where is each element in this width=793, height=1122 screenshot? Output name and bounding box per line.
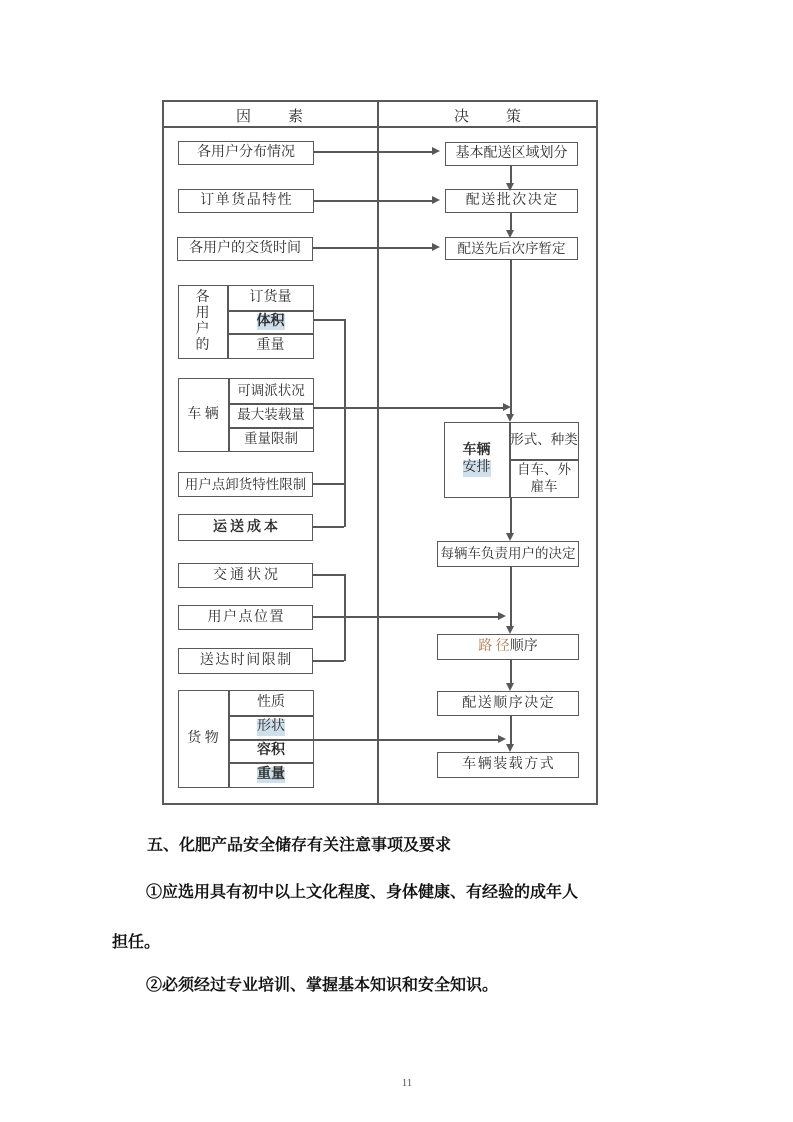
factor-user-location: 用户点位置 — [178, 605, 313, 630]
route-order-highlight: 路 径 — [478, 639, 510, 655]
factor-order-characteristics: 订单货品特性 — [178, 189, 314, 213]
factor-unload-limit: 用户点卸货特性限制 — [178, 472, 313, 497]
vehicle-arrangement-own-or-hired: 自车、外雇车 — [517, 462, 571, 494]
arrow-down-icon — [506, 626, 514, 634]
decision-batch: 配送批次决定 — [445, 189, 578, 213]
arrow-down-icon — [506, 533, 514, 541]
group-divider-line — [227, 333, 314, 335]
arrow-right-icon — [432, 196, 440, 204]
factor-user-distribution: 各用户分布情况 — [178, 141, 314, 165]
decision-loading-method: 车辆装载方式 — [437, 752, 579, 778]
vehicle-arrangement-form-type: 形式、种类 — [510, 432, 578, 448]
vehicle-row-weight-limit: 重量限制 — [244, 431, 298, 447]
factor-traffic: 交通状况 — [178, 563, 313, 588]
goods-row-weight — [228, 763, 314, 787]
group-divider-line — [228, 378, 230, 452]
per-user-row-weight: 重量 — [256, 337, 285, 353]
goods-row-capacity: 容积 — [257, 742, 285, 758]
connector-line — [312, 660, 344, 662]
arrow-down-icon — [506, 414, 514, 422]
connector-line — [510, 166, 512, 183]
arrow-right-icon — [498, 612, 506, 620]
connector-line — [313, 319, 344, 321]
arrow-down-icon — [506, 683, 514, 691]
section-heading: 五、化肥产品安全储存有关注意事项及要求 — [147, 837, 452, 854]
vehicle-arrangement-label-line2: 安排 — [462, 460, 491, 475]
connector-line — [510, 260, 512, 415]
connector-line — [510, 498, 512, 534]
per-user-row-volume — [227, 311, 314, 333]
group-divider-line — [509, 459, 579, 461]
vehicle-row-max-load: 最大装载量 — [237, 407, 305, 423]
factor-transport-cost: 运送成本 — [178, 514, 313, 541]
per-user-row-volume-text: 体积 — [256, 313, 285, 329]
connector-line — [313, 739, 499, 741]
group-divider-line — [228, 427, 314, 429]
column-header-factors: 因 素 — [235, 109, 314, 125]
arrow-right-icon — [432, 243, 440, 251]
per-user-group-label — [178, 285, 227, 359]
group-divider-line — [228, 762, 314, 764]
decision-route-order — [437, 634, 579, 660]
paragraph-1-line-1: ①应选用具有初中以上文化程度、身体健康、有经验的成年人 — [146, 884, 579, 901]
factor-arrival-limit: 送达时间限制 — [178, 648, 313, 674]
page-number: 11 — [401, 1077, 413, 1089]
decision-per-vehicle-users: 每辆车负责用户的决定 — [437, 541, 579, 567]
connector-line — [344, 319, 346, 527]
vehicle-arrangement-label — [444, 422, 509, 498]
goods-row-shape — [228, 716, 314, 739]
group-divider-line — [228, 739, 314, 741]
decision-delivery-order: 配送顺序决定 — [437, 691, 579, 716]
connector-line — [510, 716, 512, 745]
connector-line — [312, 526, 344, 528]
connector-line — [312, 483, 344, 485]
arrow-down-icon — [506, 183, 514, 191]
vehicle-group-label: 车 辆 — [187, 406, 219, 422]
decision-sequence-tentative: 配送先后次序暂定 — [445, 237, 578, 260]
group-divider-line — [228, 403, 314, 405]
vehicle-arrangement-label-line1: 车辆 — [462, 443, 491, 459]
arrow-right-icon — [498, 735, 506, 743]
route-order-rest: 顺序 — [509, 639, 538, 655]
group-divider-line — [227, 285, 229, 359]
connector-line — [313, 616, 499, 618]
connector-line — [344, 574, 346, 661]
factor-delivery-time: 各用户的交货时间 — [177, 237, 313, 261]
arrow-right-icon — [503, 403, 511, 411]
goods-group-label: 货 物 — [187, 730, 219, 746]
connector-line — [312, 247, 433, 249]
connector-line — [313, 200, 433, 202]
group-divider-line — [228, 715, 314, 717]
per-user-row-order-qty: 订货量 — [249, 289, 292, 305]
arrow-down-icon — [506, 230, 514, 238]
header-underline — [162, 126, 598, 128]
connector-line — [510, 213, 512, 231]
column-header-decisions: 决 策 — [453, 109, 532, 125]
vehicle-row-dispatch-status: 可调派状况 — [237, 382, 305, 398]
goods-row-weight-text: 重量 — [257, 766, 285, 782]
paragraph-2: ②必须经过专业培训、掌握基本知识和安全知识。 — [146, 977, 499, 994]
decision-zone-division: 基本配送区域划分 — [445, 142, 578, 166]
per-user-group-label-text: 各用户的 — [195, 290, 210, 353]
connector-line — [510, 567, 512, 627]
group-divider-line — [227, 310, 314, 312]
column-divider-line — [377, 100, 379, 805]
connector-line — [312, 574, 344, 576]
connector-line — [313, 151, 433, 153]
connector-line — [313, 407, 504, 409]
arrow-right-icon — [432, 147, 440, 155]
goods-row-nature: 性质 — [257, 694, 285, 710]
connector-line — [510, 660, 512, 684]
goods-row-shape-text: 形状 — [257, 719, 285, 735]
arrow-down-icon — [506, 744, 514, 752]
paragraph-1-line-2: 担任。 — [112, 934, 161, 951]
